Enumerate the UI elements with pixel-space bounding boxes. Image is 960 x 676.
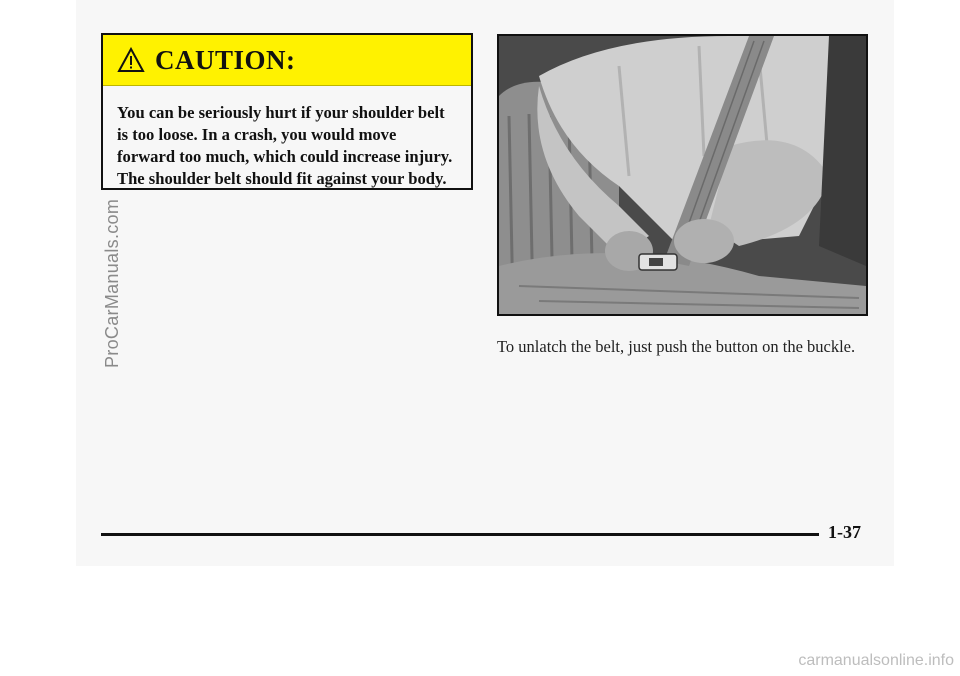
page-number: 1-37 <box>828 522 861 542</box>
caution-box <box>101 33 473 190</box>
caution-header <box>103 35 471 86</box>
warning-triangle-icon <box>117 47 145 73</box>
photo-illustration <box>499 36 866 314</box>
seatbelt-buckle-photo <box>497 34 868 316</box>
footer-rule <box>101 533 819 536</box>
photo-caption: To unlatch the belt, just push the button on the buckle. <box>497 337 856 356</box>
caution-title: CAUTION: <box>155 44 296 75</box>
caution-text: You can be seriously hurt if your shoulder belt is too loose. In a crash, you would move forward too much, which could increase injury. The shoulder belt should fit against your body. <box>117 103 453 188</box>
bottom-watermark: carmanualsonline.info <box>798 652 954 669</box>
side-watermark: ProCarManuals.com <box>102 198 122 368</box>
